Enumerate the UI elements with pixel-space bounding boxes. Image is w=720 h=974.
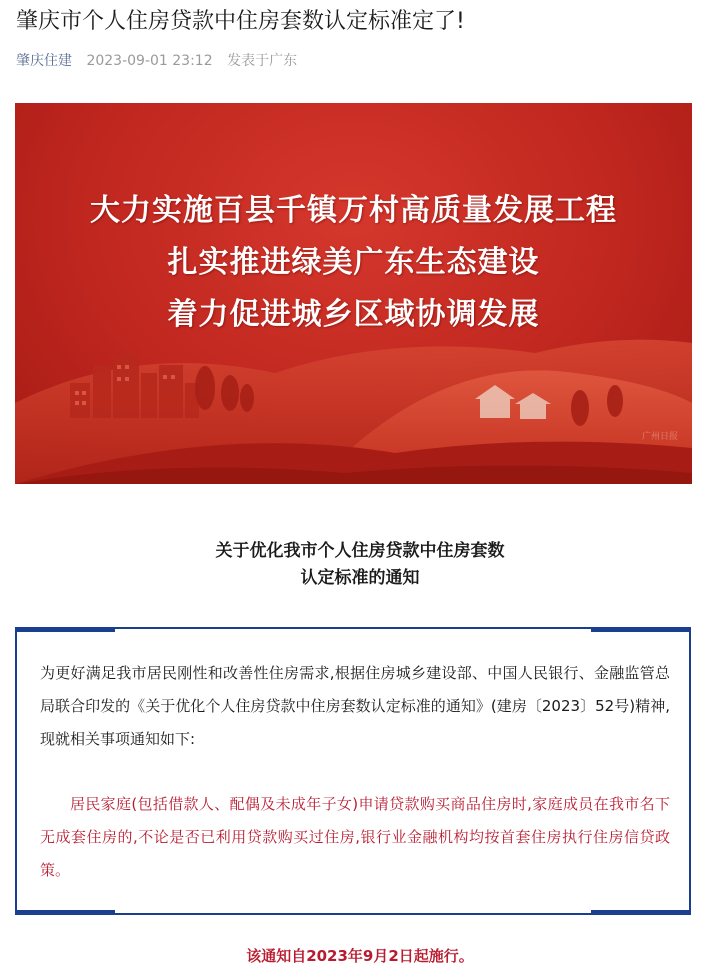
article-meta (16, 50, 297, 72)
notice-title-line-2: 认定标准的通知 (300, 568, 420, 588)
banner-watermark: 广州日报 (641, 432, 678, 442)
frame-corner-bottom-left (15, 910, 115, 915)
frame-corner-bottom-right (591, 910, 691, 915)
notice-intro-paragraph: 为更好满足我市居民刚性和改善性住房需求,根据住房城乡建设部、中国人民银行、金融监管总局联合印发的《关于优化个人住房贷款中住房套数认定标准的通知》(建房〔2023〕52号)精神,现就相关事项通知如下: (40, 664, 670, 748)
banner-line-2: 扎实推进绿美广东生态建设 (167, 245, 540, 280)
notice-title (0, 538, 720, 592)
banner-line-3: 着力促进城乡区域协调发展 (167, 297, 540, 332)
notice-title-line-1: 关于优化我市个人住房贷款中住房套数 (215, 541, 505, 561)
publish-location: 发表于广东 (227, 53, 298, 69)
banner-line-1: 大力实施百县千镇万村高质量发展工程 (90, 193, 617, 228)
effective-date-note: 该通知自2023年9月2日起施行。 (246, 947, 474, 965)
banner-image (15, 103, 692, 484)
frame-corner-top-left (15, 627, 115, 632)
account-name-link[interactable]: 肇庆住建 (16, 53, 72, 69)
banner-slogan (15, 185, 692, 341)
frame-corner-top-right (591, 627, 691, 632)
article-title: 肇庆市个人住房贷款中住房套数认定标准定了! (16, 9, 465, 34)
publish-datetime: 2023-09-01 23:12 (86, 53, 213, 69)
notice-policy-paragraph: 居民家庭(包括借款人、配偶及未成年子女)申请贷款购买商品住房时,家庭成员在我市名下无成套住房的,不论是否已利用贷款购买过住房,银行业金融机构均按首套住房执行住房信贷政策。 (40, 795, 670, 879)
